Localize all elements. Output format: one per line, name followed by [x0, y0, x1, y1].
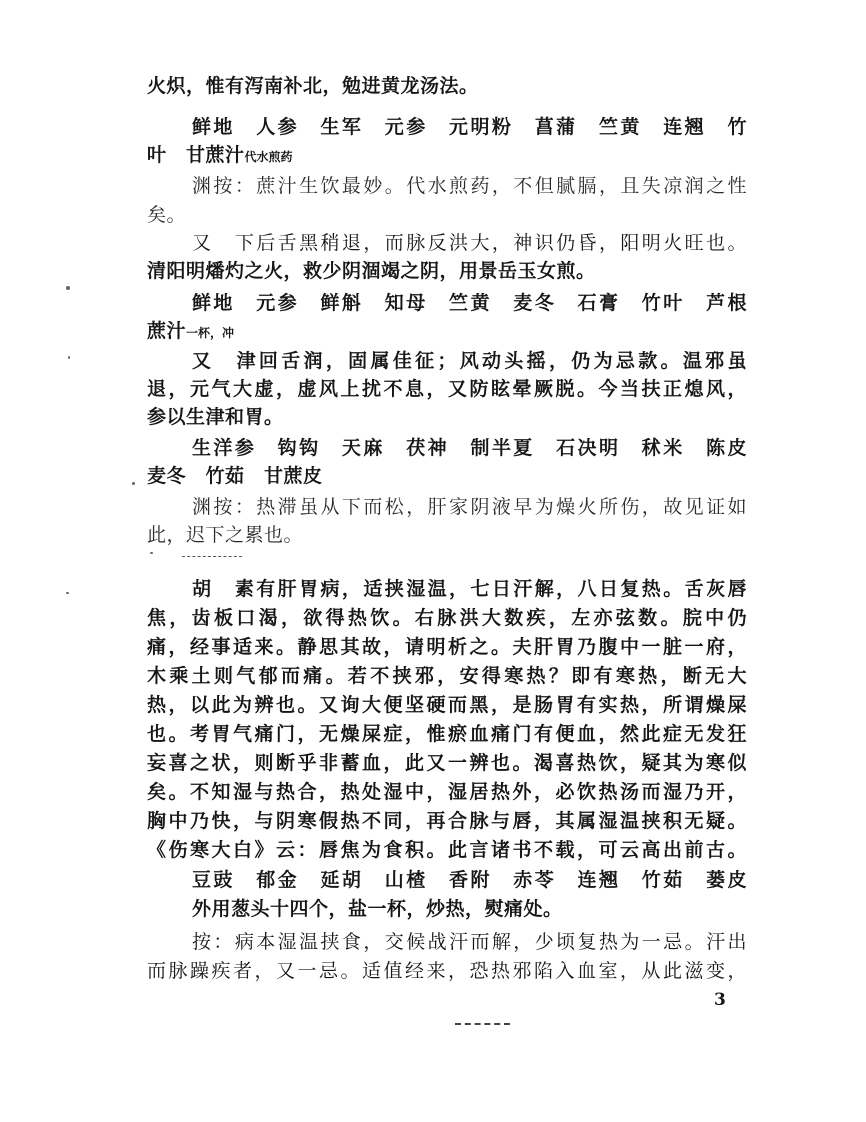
scan-speck [132, 482, 135, 485]
small-note-cup: 一杯，冲 [186, 326, 235, 340]
prescription-text: 蔗汁 [147, 320, 187, 342]
prescription-line-5: 生洋参 钩钩 天麻 茯神 制半夏 石决明 秫米 陈皮 [192, 437, 747, 459]
text-line-6: 又 下后舌黑稍退，而脉反洪大，神识仍昏，阳明火旺也。 [192, 232, 747, 254]
case-line-6: 也。考胃气痛门，无燥屎症，惟瘀血痛门有便血，然此症无发狂 [147, 723, 747, 745]
case-line-7: 妄喜之状，则断乎非蓄血，此又一辨也。渴喜热饮，疑其为寒似 [147, 752, 747, 774]
commentary-line-2: 矣。 [147, 204, 187, 226]
page-number: 3 [714, 990, 726, 1010]
text-line-7: 清阳明燔灼之火，救少阴涸竭之阴，用景岳玉女煎。 [147, 260, 596, 282]
commentary-line-4: 此，迟下之累也。 [147, 524, 304, 546]
scan-speck [68, 356, 70, 359]
prescription-line-6: 麦冬 竹茹 甘蔗皮 [147, 465, 323, 487]
prescription-line-4 [147, 317, 747, 347]
case-line-10: 《伤寒大白》云：唇焦为食积。此言诸书不载，可云高出前古。 [147, 839, 747, 861]
scan-speck [66, 592, 69, 594]
prescription-text: 叶 甘蔗汁 [147, 144, 245, 166]
case-line-1: 胡 素有肝胃病，适挟湿温，七日汗解，八日复热。舌灰唇 [192, 578, 747, 600]
case-line-9: 胸中乃快，与阴寒假热不同，再合脉与唇，其属湿温挟积无疑。 [147, 810, 747, 832]
text-line-11: 退，元气大虚，虚风上扰不息，又防眩晕厥脱。今当扶正熄风， [147, 378, 747, 400]
prescription-line-1: 鲜地 人参 生军 元参 元明粉 菖蒲 竺黄 连翘 竹 [192, 116, 747, 138]
section-divider [182, 556, 242, 557]
case-line-4: 木乘土则气郁而痛。若不挟邪，安得寒热？即有寒热，断无大 [147, 665, 747, 687]
commentary-line-6: 而脉躁疾者，又一忌。适值经来，恐热邪陷入血室，从此滋变， [147, 960, 747, 982]
footer-mark [455, 1023, 510, 1025]
commentary-line-3: 渊按：热滞虽从下而松，肝家阴液早为燥火所伤，故见证如 [192, 496, 747, 518]
prescription-line-2 [147, 141, 747, 171]
text-line-10: 又 津回舌润，固属佳征；风动头摇，仍为忌款。温邪虽 [192, 350, 747, 372]
case-line-3: 痛，经事适来。静思其故，请明析之。夫肝胃乃腹中一脏一府， [147, 636, 747, 658]
case-line-2: 焦，齿板口渴，欲得热饮。右脉洪大数疾，左亦弦数。脘中仍 [147, 607, 747, 629]
small-note-decoction: 代水煎药 [244, 150, 293, 164]
scan-speck [150, 552, 153, 554]
scan-speck [66, 286, 70, 290]
commentary-line-5: 按：病本湿温挟食，交候战汗而解，少顷复热为一忌。汗出 [192, 931, 747, 953]
prescription-line-7: 豆豉 郁金 延胡 山楂 香附 赤苓 连翘 竹茹 蒌皮 [192, 869, 747, 891]
commentary-line-1: 渊按：蔗汁生饮最妙。代水煎药，不但腻膈，且失凉润之性 [192, 175, 747, 197]
case-line-8: 矣。不知湿与热合，热处湿中，湿居热外，必饮热汤而湿乃开， [147, 781, 747, 803]
text-line-12: 参以生津和胃。 [147, 406, 284, 428]
prescription-line-8: 外用葱头十四个，盐一杯，炒热，熨痛处。 [192, 898, 563, 920]
text-line-1: 火炽，惟有泻南补北，勉进黄龙汤法。 [147, 75, 479, 97]
prescription-line-3: 鲜地 元参 鲜斛 知母 竺黄 麦冬 石膏 竹叶 芦根 [192, 292, 747, 314]
case-line-5: 热，以此为辨也。又询大便坚硬而黑，是肠胃有实热，所谓燥屎 [147, 694, 747, 716]
